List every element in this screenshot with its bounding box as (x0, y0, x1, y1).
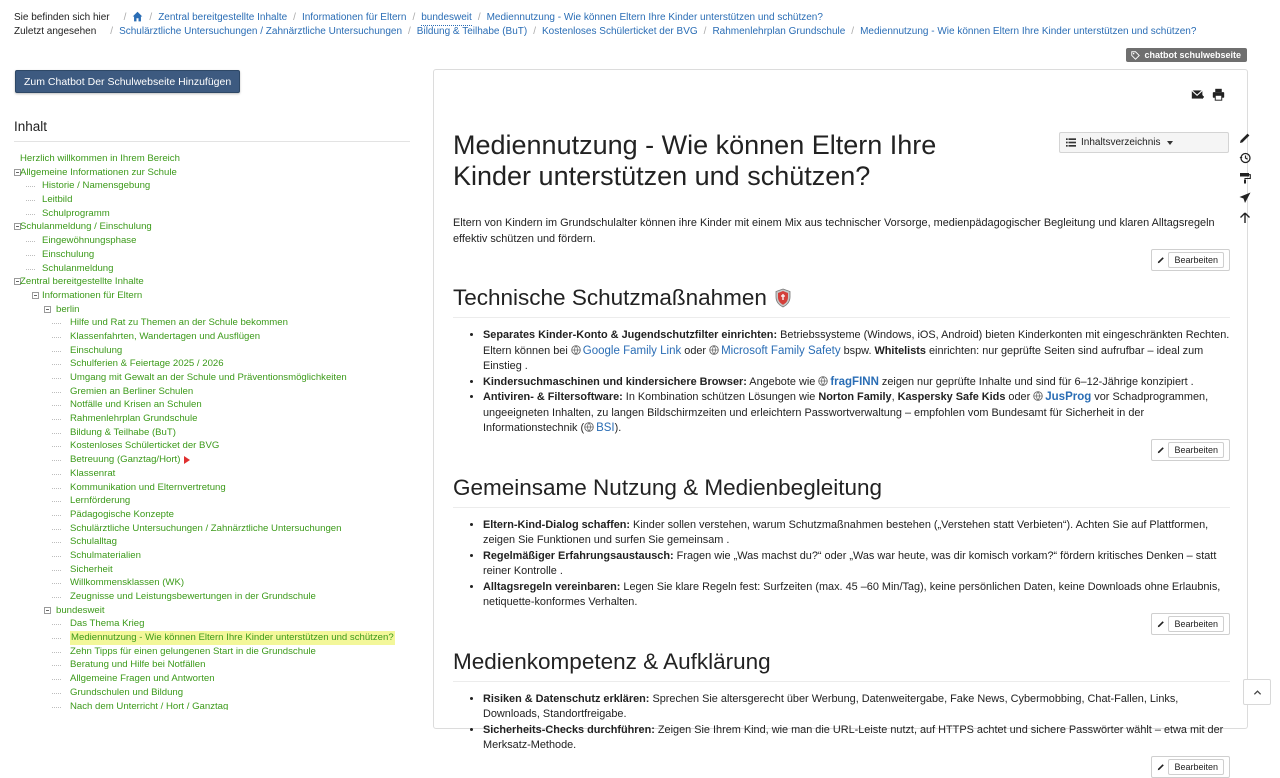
tree-connector (52, 679, 61, 680)
tree-item-label: Bildung & Teilhabe (BuT) (70, 426, 176, 438)
tree-item[interactable] (14, 357, 429, 371)
item-text: Fragen wie „Was machst du?“ oder „Was war heute, was dir komisch vorkam?“ fördern kritisches Denken – statt reiner Kontrolle . (483, 549, 1217, 577)
tree-item[interactable] (14, 248, 429, 262)
tree-connector (52, 556, 61, 557)
tree-connector (52, 474, 61, 475)
recent-link[interactable]: Kostenloses Schülerticket der BVG (542, 26, 698, 37)
breadcrumb-link-eltern[interactable]: Informationen für Eltern (301, 12, 407, 23)
tree-item[interactable] (14, 535, 429, 549)
tree-connector (52, 597, 61, 598)
breadcrumb-separator: / (408, 26, 411, 37)
tree-connector (52, 337, 61, 338)
item-text: Kinder sollen verstehen, warum Schutzmaßnahmen bestehen („Verstehen statt Verbieten“). Achten Sie auf Plattformen, zeigen Sie Funktionen und surfen Sie gemeinsam . (483, 518, 1209, 546)
tree-item[interactable] (14, 617, 429, 631)
tree-item[interactable] (14, 563, 429, 577)
tag-badge-label: chatbot schulwebseite (1144, 50, 1241, 60)
recent-link[interactable]: Rahmenlehrplan Grundschule (712, 26, 846, 37)
item-text: bspw. (840, 344, 875, 357)
tree-item-label: Klassenfahrten, Wandertagen und Ausflügen (70, 330, 261, 342)
item-bold: Kindersuchmaschinen und kindersichere Browser: (483, 375, 747, 388)
item-text: Angebote wie (746, 375, 819, 388)
tree-item[interactable] (14, 604, 429, 618)
external-link[interactable]: Google Family Link (582, 344, 682, 357)
tree-connector (52, 405, 61, 406)
history-icon[interactable] (1237, 151, 1253, 165)
tree-item[interactable] (14, 439, 429, 453)
tree-item-label: Allgemeine Fragen und Antworten (70, 673, 215, 685)
tree-item[interactable] (14, 494, 429, 508)
section-heading (453, 285, 1230, 318)
intro-text: Eltern von Kindern im Grundschulalter können ihre Kinder mit einem Mix aus technischer Vorsorge, medienpädagogischer Begleitung und klaren Alltagsregeln effektiv schützen und fördern. (453, 217, 1215, 245)
tree-item-label: Einschulung (70, 344, 123, 356)
item-text: einrichten: nur geprüfte Seiten sind aufrufbar – ideal zum Einstieg . (483, 344, 1204, 372)
section-heading (453, 475, 1230, 508)
tree-collapse-toggle[interactable] (44, 306, 51, 313)
edit-button-wrap (453, 756, 1230, 778)
item-bold: Antiviren- & Filtersoftware: (483, 391, 623, 403)
tree-item[interactable] (14, 330, 429, 344)
tree-connector (52, 323, 61, 324)
item-bold: Risiken & Datenschutz erklären: (483, 692, 650, 705)
edit-button[interactable] (1151, 613, 1230, 635)
tree-connector (52, 529, 61, 530)
tree-connector (26, 186, 35, 187)
breadcrumb-separator: / (703, 26, 707, 37)
globe-icon (571, 345, 581, 355)
recent-link[interactable]: Bildung & Teilhabe (BuT) (416, 26, 528, 37)
tree-item-label: berlin (56, 303, 80, 315)
add-to-chatbot-button[interactable]: Zum Chatbot Der Schulwebseite Hinzufügen (15, 70, 240, 93)
list-item (483, 328, 1230, 375)
chevron-up-icon (1253, 688, 1262, 697)
tree-connector (52, 638, 61, 639)
tree-item-label: Schulanmeldung / Einschulung (20, 221, 152, 233)
external-link[interactable]: fragFINN (830, 375, 879, 388)
tree-item[interactable] (14, 234, 429, 248)
section-list (453, 692, 1230, 754)
breadcrumb-separator: / (851, 26, 855, 37)
sidebar-divider (14, 141, 410, 142)
tree-item[interactable] (14, 316, 429, 330)
tree-item-label: Umgang mit Gewalt an der Schule und Präventionsmöglichkeiten (70, 372, 347, 383)
home-icon[interactable] (132, 11, 143, 26)
tree-connector (52, 392, 61, 393)
tree-item[interactable] (14, 220, 429, 234)
paint-roller-icon[interactable] (1237, 171, 1253, 185)
item-bold: Kaspersky Safe Kids (897, 391, 1006, 403)
list-item (483, 518, 1230, 549)
tree-connector (26, 241, 35, 242)
tree-item[interactable] (14, 262, 429, 276)
tree-connector (52, 433, 61, 434)
item-text: vor Schadprogrammen, ungeeigneten Inhalten, zu langen Bildschirmzeiten und erleichtern Passwortverwaltung – empfohlen vom Bundesamt für Sicherheit in der Informationstechnik ( (483, 391, 1209, 434)
breadcrumb-link-zentral[interactable]: Zentral bereitgestellte Inhalte (158, 12, 288, 23)
recent-link[interactable]: Mediennutzung - Wie können Eltern Ihre Kinder unterstützen und schützen? (860, 26, 1197, 37)
tree-collapse-toggle[interactable] (32, 292, 39, 299)
external-link[interactable]: JusProg (1045, 391, 1092, 403)
page-title: Mediennutzung - Wie können Eltern Ihre Kinder unterstützen und schützen? (453, 130, 937, 191)
recently-viewed-lead: Zuletzt angesehen (14, 26, 97, 37)
tree-connector (52, 419, 61, 420)
tree-connector (52, 665, 61, 666)
tree-item[interactable] (14, 152, 429, 166)
tree-connector (52, 351, 61, 352)
tree-item[interactable] (14, 645, 429, 659)
tree-item-label: Zentral bereitgestellte Inhalte (20, 276, 144, 288)
edit-button[interactable] (1151, 439, 1230, 461)
tree-connector (52, 501, 61, 502)
item-bold: Sicherheits-Checks durchführen: (483, 723, 655, 736)
breadcrumb-separator: / (412, 12, 416, 23)
list-item (483, 375, 1230, 391)
tree-connector (52, 583, 61, 584)
edit-button[interactable] (1151, 249, 1230, 271)
tree-item[interactable] (14, 508, 429, 522)
section-heading-text: Gemeinsame Nutzung & Medienbegleitung (453, 474, 883, 500)
tree-connector (52, 570, 61, 571)
tree-item[interactable] (14, 590, 429, 604)
breadcrumb-separator: / (533, 26, 537, 37)
tree-connector (52, 515, 61, 516)
tree-item-label: Schulärztliche Untersuchungen / Zahnärztliche Untersuchungen (70, 522, 342, 534)
tree-item[interactable] (14, 700, 429, 711)
item-text: Betriebssysteme (Windows, iOS, Android) bieten Kinderkonten mit eingeschränkten Rechten. Eltern können bei (483, 329, 1230, 357)
tree-connector (52, 624, 61, 625)
tree-item-label: Mediennutzung - Wie können Eltern Ihre Kinder unterstützen und schützen? (71, 632, 394, 644)
tree-item[interactable] (14, 289, 429, 303)
content-tree (14, 152, 429, 710)
pencil-icon (1157, 620, 1165, 628)
tree-connector (52, 446, 61, 447)
tree-connector (26, 200, 35, 201)
pencil-icon (1157, 763, 1165, 771)
breadcrumb-link-current[interactable]: Mediennutzung - Wie können Eltern Ihre Kinder unterstützen und schützen? (486, 12, 823, 23)
globe-icon (709, 345, 719, 355)
arrow-up-icon[interactable] (1237, 211, 1253, 225)
list-item (483, 692, 1230, 723)
globe-icon (584, 422, 594, 432)
tree-item-label: Das Thema Krieg (70, 618, 145, 630)
edit-button-label: Bearbeiten (1168, 252, 1224, 268)
item-text: Sprechen Sie altersgerecht über Werbung, Datenweitergabe, Fake News, Cybermobbing, Chat-Fallen, Links, Downloads, Standortfreigabe. (483, 692, 1179, 720)
edit-button-label: Bearbeiten (1168, 759, 1224, 775)
shield-icon (775, 288, 791, 308)
tree-item-label: Schulferien & Feiertage 2025 / 2026 (70, 358, 224, 370)
item-bold: Regelmäßiger Erfahrungsaustausch: (483, 549, 674, 562)
tree-item-label: Schulprogramm (42, 207, 110, 219)
tree-collapse-toggle[interactable] (44, 607, 51, 614)
tree-item-label: Leitbild (42, 194, 73, 206)
tree-item[interactable] (14, 398, 429, 412)
tree-connector (52, 542, 61, 543)
tree-item[interactable] (14, 467, 429, 481)
page-tools (1237, 131, 1259, 225)
tree-item[interactable] (14, 426, 429, 440)
article-panel (433, 69, 1248, 772)
breadcrumb-separator: / (123, 12, 127, 23)
tree-connector (26, 214, 35, 215)
item-bold: Eltern-Kind-Dialog schaffen: (483, 518, 631, 531)
article-content (453, 130, 1230, 778)
section-list (453, 518, 1230, 611)
tree-connector (26, 269, 35, 270)
tree-item-label: Rahmenlehrplan Grundschule (70, 413, 198, 425)
tree-connector (52, 488, 61, 489)
tree-item-active[interactable] (14, 631, 429, 645)
external-link[interactable]: Microsoft Family Safety (721, 344, 841, 357)
tree-connector (26, 255, 35, 256)
tree-item-label: Sicherheit (70, 563, 113, 575)
section-heading (453, 649, 1230, 682)
pencil-icon (1157, 446, 1165, 454)
list-item (483, 549, 1230, 580)
section-list (453, 328, 1230, 437)
tree-connector (52, 364, 61, 365)
list-item (483, 580, 1230, 611)
tree-item-label: Informationen für Eltern (42, 289, 143, 301)
list-item (483, 390, 1230, 437)
item-text: Legen Sie klare Regeln fest: Surfzeiten (max. 45 –60 Min/Tag), keine persönlichen Daten, keine Downloads ohne Erlaubnis, netiquette-konformes Verhalten. (483, 580, 1221, 608)
send-icon[interactable] (1237, 191, 1253, 205)
tree-item-label: Willkommensklassen (WK) (70, 577, 185, 589)
tree-item-label: Lernförderung (70, 495, 131, 507)
item-bold: Alltagsregeln vereinbaren: (483, 580, 621, 593)
toc-label: Inhaltsverzeichnis (1081, 137, 1161, 148)
recent-link[interactable]: Schulärztliche Untersuchungen / Zahnärztliche Untersuchungen (119, 26, 403, 37)
tree-item-label: Herzlich willkommen in Ihrem Bereich (20, 153, 180, 164)
tree-item-label: Pädagogische Konzepte (70, 508, 175, 520)
item-bold: Norton Family (818, 391, 892, 403)
edit-button-wrap (453, 439, 1230, 461)
tree-item-label: Schulanmeldung (42, 262, 114, 274)
panel-actions (1191, 88, 1225, 101)
edit-button-wrap (453, 613, 1230, 635)
tree-item[interactable] (14, 385, 429, 399)
tree-item[interactable] (14, 303, 429, 317)
section-heading-text: Technische Schutzmaßnahmen (453, 285, 767, 310)
tree-item[interactable] (14, 179, 429, 193)
tree-item-label: Eingewöhnungsphase (42, 235, 137, 247)
tree-item-label: Klassenrat (70, 467, 116, 479)
tree-item-label: bundesweit (56, 604, 105, 616)
tree-item[interactable] (14, 481, 429, 495)
tree-connector (52, 378, 61, 379)
tree-item[interactable] (14, 453, 429, 467)
tree-connector (52, 707, 61, 708)
tree-item-label: Betreuung (Ganztag/Hort) (70, 454, 181, 466)
item-text: ). (614, 422, 622, 434)
item-text: , (891, 391, 898, 403)
scroll-top-button[interactable] (1243, 679, 1271, 705)
tag-icon (1131, 51, 1140, 60)
tree-item-label: Kostenloses Schülerticket der BVG (70, 440, 220, 452)
breadcrumb-area (14, 11, 1196, 39)
breadcrumb-lead: Sie befinden sich hier (14, 12, 110, 23)
edit-button-label: Bearbeiten (1168, 616, 1224, 632)
tree-item-label: Historie / Namensgebung (42, 180, 151, 192)
tree-item[interactable] (14, 344, 429, 358)
mail-icon[interactable] (1191, 88, 1204, 101)
item-text: zeigen nur geprüfte Inhalte und sind für 6–12-Jährige konzipiert . (878, 375, 1194, 388)
section-heading-text: Medienkompetenz & Aufklärung (453, 648, 771, 674)
tree-item-label: Allgemeine Informationen zur Schule (20, 166, 177, 178)
edit-button-wrap (453, 249, 1230, 271)
tree-item-label: Zehn Tipps für einen gelungenen Start in die Grundschule (70, 645, 316, 657)
tree-item-label: Kommunikation und Elternvertretung (70, 481, 226, 493)
tree-item-label: Nach dem Unterricht / Hort / Ganztag (70, 700, 229, 710)
item-text: In Kombination schützen Lösungen wie (622, 391, 819, 403)
list-item (483, 723, 1230, 754)
recently-viewed (14, 25, 1196, 39)
tree-item[interactable] (14, 193, 429, 207)
globe-icon (818, 376, 828, 386)
flag-icon (184, 456, 190, 464)
tree-item[interactable] (14, 672, 429, 686)
breadcrumb-separator: / (477, 12, 481, 23)
tree-item[interactable] (14, 275, 429, 289)
tree-item-label: Grundschulen und Bildung (70, 686, 184, 698)
tree-item-label: Einschulung (42, 248, 95, 260)
external-link[interactable]: BSI (596, 422, 615, 434)
tree-connector (52, 652, 61, 653)
item-bold: Whitelists (874, 344, 926, 357)
breadcrumb (14, 11, 1196, 25)
tree-item-label: Beratung und Hilfe bei Notfällen (70, 659, 206, 671)
tree-connector (52, 693, 61, 694)
tree-item[interactable] (14, 207, 429, 221)
tree-item-label: Gremien an Berliner Schulen (70, 385, 194, 397)
breadcrumb-separator: / (293, 12, 296, 23)
tree-item-label: Hilfe und Rat zu Themen an der Schule bekommen (70, 317, 288, 329)
tree-item[interactable] (14, 412, 429, 426)
tree-item[interactable] (14, 576, 429, 590)
tree-item-label: Schulalltag (70, 536, 117, 548)
tree-item[interactable] (14, 658, 429, 672)
tree-item[interactable] (14, 166, 429, 180)
edit-button-label: Bearbeiten (1168, 442, 1224, 458)
tree-item-label: Notfälle und Krisen an Schulen (70, 399, 202, 411)
globe-icon (1033, 391, 1043, 401)
item-text: oder (681, 344, 710, 357)
pencil-icon[interactable] (1237, 131, 1253, 145)
tree-item-label: Zeugnisse und Leistungsbewertungen in der Grundschule (70, 591, 316, 602)
breadcrumb-separator: / (149, 12, 153, 23)
item-bold: Separates Kinder-Konto & Jugendschutzfilter einrichten: (483, 329, 778, 341)
edit-button[interactable] (1151, 756, 1230, 778)
item-text: oder (1005, 391, 1034, 403)
breadcrumb-separator: / (110, 26, 114, 37)
tree-item[interactable] (14, 686, 429, 700)
tree-connector (52, 460, 61, 461)
breadcrumb-link-bundesweit[interactable]: bundesweit (421, 11, 472, 26)
tag-badge[interactable] (1126, 48, 1247, 62)
tree-item[interactable] (14, 371, 429, 385)
item-text: Zeigen Sie Ihrem Kind, wie man die URL-Leiste nutzt, auf HTTPS achtet und sichere Passwörter wählt – etwa mit der Merksatz-Methode. (483, 723, 1224, 751)
tree-item-label: Schulmaterialien (70, 549, 141, 561)
sidebar-title: Inhalt (14, 119, 48, 134)
print-icon[interactable] (1212, 88, 1225, 101)
pencil-icon (1157, 256, 1165, 264)
tree-item[interactable] (14, 522, 429, 536)
tree-item[interactable] (14, 549, 429, 563)
